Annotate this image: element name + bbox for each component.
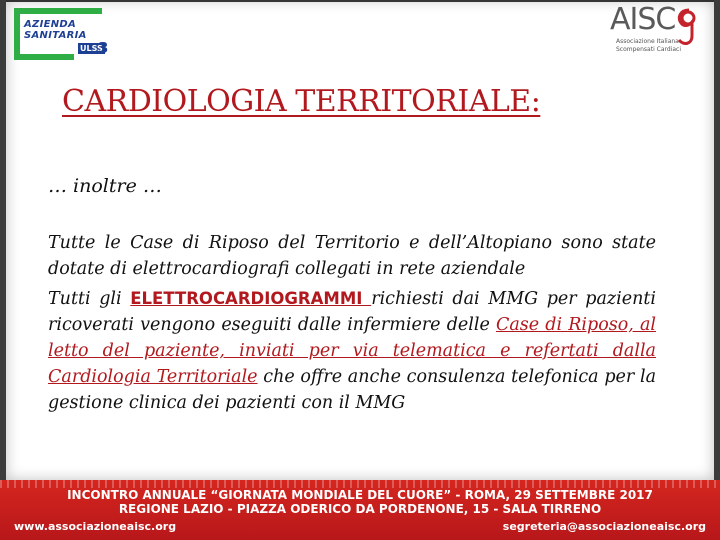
aisc-wordmark: AISC: [610, 2, 676, 37]
para2-mid: richiesti dai MMG per pazienti ricoverati vengono eseguiti dalle infermiere delle: [48, 289, 656, 335]
para2-tail: che offre anche consulenza telefonica per la gestione clinica dei pazienti con il MMG: [48, 367, 656, 413]
aisc-logo: [608, 4, 708, 58]
aisc-subtitle-1: Associazione Italiana: [616, 38, 679, 45]
intro-text: … inoltre …: [48, 175, 162, 197]
email-link[interactable]: segreteria@associazioneaisc.org: [502, 520, 706, 533]
logo-text-ulss: ULSS: [80, 44, 103, 53]
paragraph-ecg: [48, 286, 656, 416]
event-line-2: REGIONE LAZIO - PIAZZA ODERICO DA PORDENONE, 15 - SALA TIRRENO: [118, 502, 602, 516]
website-link[interactable]: www.associazioneaisc.org: [14, 520, 177, 533]
logo-text-azienda: AZIENDA: [24, 19, 77, 30]
banner-texture: [0, 480, 720, 488]
logo-bar: [14, 54, 74, 60]
logo-text-sanitaria: SANITARIA: [24, 30, 87, 41]
azienda-sanitaria-logo: [14, 8, 114, 68]
logo-bar: [14, 8, 102, 14]
para2-lead: Tutti gli: [48, 289, 131, 309]
ecg-emphasis: ELETTROCARDIOGRAMMI: [130, 289, 372, 308]
logo-bar: [14, 8, 20, 60]
paragraph-case-riposo: Tutte le Case di Riposo del Territorio e dell’Altopiano sono state dotate di elettrocardiografi collegati in rete aziendale: [48, 233, 656, 279]
footer-banner: [0, 480, 720, 540]
telematic-highlight: Case di Riposo, al letto del paziente, inviati per via telematica e refertati dalla Cardiologia Territoriale: [48, 315, 656, 387]
logo-text-number: 3: [98, 39, 109, 57]
page-title: CARDIOLOGIA TERRITORIALE:: [62, 84, 541, 119]
aisc-subtitle-2: Scompensati Cardiaci: [616, 46, 682, 53]
event-line-1: INCONTRO ANNUALE “GIORNATA MONDIALE DEL CUORE” - ROMA, 29 SETTEMBRE 2017: [67, 488, 653, 502]
